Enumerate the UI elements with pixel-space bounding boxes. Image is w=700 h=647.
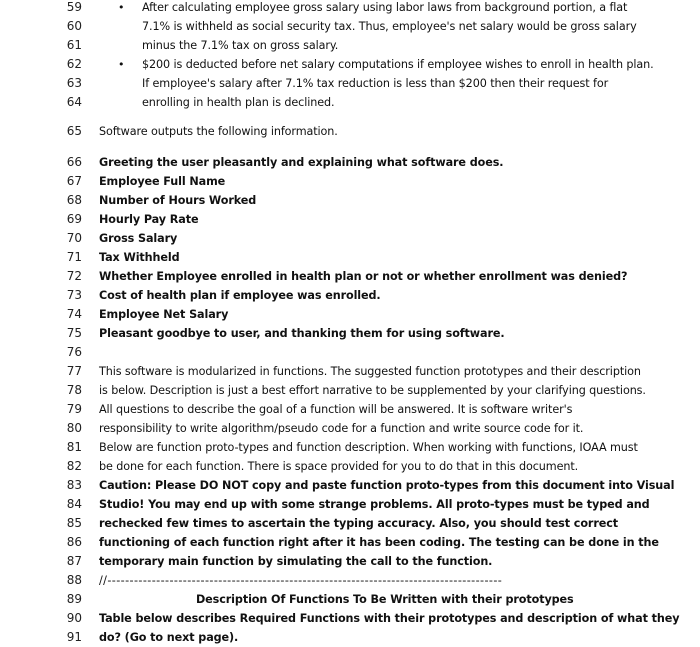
line-text: Greeting the user pleasantly and explaining what software does. [99, 156, 504, 169]
line-text: enrolling in health plan is declined. [142, 96, 335, 109]
line-number: 63 [66, 76, 82, 90]
line-number: 87 [66, 554, 82, 568]
line-number: 66 [66, 155, 82, 169]
line-text: Studio! You may end up with some strange problems. All proto-types must be typed and [99, 498, 650, 511]
line-70 [0, 229, 700, 248]
line-number: 71 [66, 250, 82, 264]
line-text: 7.1% is withheld as social security tax. Thus, employee's net salary would be gross salary [142, 20, 637, 33]
line-text: Cost of health plan if employee was enrolled. [99, 289, 381, 302]
line-78 [0, 381, 700, 400]
line-87 [0, 552, 700, 571]
line-77 [0, 362, 700, 381]
line-82 [0, 457, 700, 476]
line-63 [0, 74, 700, 93]
line-number: 65 [66, 124, 82, 138]
line-number: 60 [66, 19, 82, 33]
line-67 [0, 172, 700, 191]
line-68 [0, 191, 700, 210]
line-number: 85 [66, 516, 82, 530]
line-69 [0, 210, 700, 229]
line-text: $200 is deducted before net salary computations if employee wishes to enroll in health plan. [142, 58, 654, 71]
line-text: Below are function proto-types and function description. When working with functions, IOAA must [99, 441, 638, 454]
line-71 [0, 248, 700, 267]
line-number: 70 [66, 231, 82, 245]
line-text: This software is modularized in functions. The suggested function prototypes and their description [99, 365, 641, 378]
line-number: 77 [66, 364, 82, 378]
line-number: 61 [66, 38, 82, 52]
line-text: //----------------------------------------------------------------------------------------- [99, 574, 503, 587]
line-text: temporary main function by simulating the call to the function. [99, 555, 493, 568]
line-number: 86 [66, 535, 82, 549]
line-text: Gross Salary [99, 232, 178, 245]
line-number: 68 [66, 193, 82, 207]
line-text: If employee's salary after 7.1% tax reduction is less than $200 then their request for [142, 77, 609, 90]
line-text: minus the 7.1% tax on gross salary. [142, 39, 339, 52]
line-number: 80 [66, 421, 82, 435]
line-number: 79 [66, 402, 82, 416]
line-64 [0, 93, 700, 112]
line-number: 76 [66, 345, 82, 359]
line-number: 84 [66, 497, 82, 511]
line-72 [0, 267, 700, 286]
line-59 [0, 0, 700, 17]
line-88 [0, 571, 700, 590]
line-text: Number of Hours Worked [99, 194, 257, 207]
line-text: Pleasant goodbye to user, and thanking them for using software. [99, 327, 505, 340]
line-text: Employee Full Name [99, 175, 226, 188]
line-text: Table below describes Required Functions with their prototypes and description of what they [99, 612, 680, 625]
line-text: Tax Withheld [99, 251, 180, 264]
section-heading: Description Of Functions To Be Written with their prototypes [196, 593, 574, 606]
line-text: Software outputs the following information. [99, 125, 338, 138]
line-number: 90 [66, 611, 82, 625]
line-text: rechecked few times to ascertain the typing accuracy. Also, you should test correct [99, 517, 619, 530]
line-90 [0, 609, 700, 628]
line-text: All questions to describe the goal of a function will be answered. It is software writer's [99, 403, 573, 416]
line-75 [0, 324, 700, 343]
line-number: 64 [66, 95, 82, 109]
line-text: Hourly Pay Rate [99, 213, 199, 226]
line-number: 89 [66, 592, 82, 606]
line-number: 67 [66, 174, 82, 188]
line-76 [0, 343, 700, 362]
line-83 [0, 476, 700, 495]
line-number: 75 [66, 326, 82, 340]
line-number: 72 [66, 269, 82, 283]
line-61 [0, 36, 700, 55]
line-text: Whether Employee enrolled in health plan or not or whether enrollment was denied? [99, 270, 628, 283]
line-62 [0, 55, 700, 74]
line-number: 81 [66, 440, 82, 454]
line-73 [0, 286, 700, 305]
line-number: 62 [66, 57, 82, 71]
line-74 [0, 305, 700, 324]
line-text: functioning of each function right after it has been coding. The testing can be done in the [99, 536, 659, 549]
line-text: Employee Net Salary [99, 308, 229, 321]
line-number: 73 [66, 288, 82, 302]
line-81 [0, 438, 700, 457]
line-number: 74 [66, 307, 82, 321]
line-91 [0, 628, 700, 647]
line-text: be done for each function. There is space provided for you to do that in this document. [99, 460, 579, 473]
line-79 [0, 400, 700, 419]
line-66 [0, 153, 700, 172]
bullet-icon: • [118, 1, 125, 14]
line-60 [0, 17, 700, 36]
line-text: responsibility to write algorithm/pseudo code for a function and write source code for it. [99, 422, 584, 435]
line-number: 59 [66, 0, 82, 14]
line-85 [0, 514, 700, 533]
line-text: Caution: Please DO NOT copy and paste function proto-types from this document into Visual [99, 479, 675, 492]
line-number: 88 [66, 573, 82, 587]
line-86 [0, 533, 700, 552]
line-number: 83 [66, 478, 82, 492]
line-text: is below. Description is just a best effort narrative to be supplemented by your clarifying questions. [99, 384, 646, 397]
line-number: 78 [66, 383, 82, 397]
line-text: do? (Go to next page). [99, 631, 239, 644]
bullet-icon: • [118, 58, 125, 71]
line-number: 69 [66, 212, 82, 226]
line-84 [0, 495, 700, 514]
line-65 [0, 122, 700, 141]
line-80 [0, 419, 700, 438]
line-number: 82 [66, 459, 82, 473]
line-89 [0, 590, 700, 609]
line-text: After calculating employee gross salary using labor laws from background portion, a flat [142, 1, 628, 14]
line-number: 91 [66, 630, 82, 644]
